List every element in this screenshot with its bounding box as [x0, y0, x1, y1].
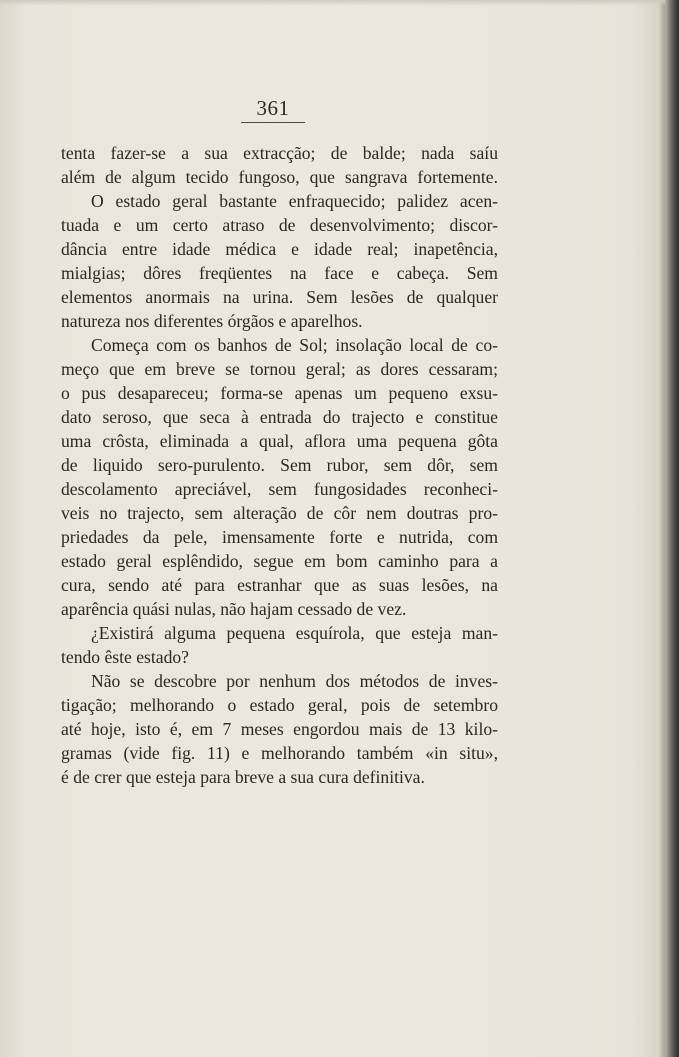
text-line-13: uma crôsta, eliminada a qual, aflora uma pequena gôta — [61, 431, 498, 451]
text-line-23: Não se descobre por nenhum dos métodos de inves- — [91, 671, 498, 691]
text-line-14: de liquido sero-purulento. Sem rubor, sem dôr, sem — [61, 455, 498, 475]
text-line-2: além de algum tecido fungoso, que sangrava fortemente. — [61, 167, 498, 187]
text-line-12: dato seroso, que seca à entrada do trajecto e constitue — [61, 407, 498, 427]
text-line-17: priedades da pele, imensamente forte e nutrida, com — [61, 527, 498, 547]
text-line-11: o pus desapareceu; forma-se apenas um pequeno exsu- — [61, 383, 498, 403]
book-binding-edge — [665, 0, 679, 1057]
page-number-rule — [241, 122, 305, 123]
text-line-1: tenta fazer-se a sua extracção; de balde; nada saíu — [61, 143, 498, 163]
text-line-8: natureza nos diferentes órgãos e aparelhos. — [61, 311, 363, 331]
text-line-5: dância entre idade médica e idade real; inapetência, — [61, 239, 498, 259]
text-line-26: gramas (vide fig. 11) e melhorando também «in situ», — [61, 743, 498, 763]
text-line-18: estado geral esplêndido, segue em bom caminho para a — [61, 551, 498, 571]
text-line-16: veis no trajecto, sem alteração de côr nem doutras pro- — [61, 503, 498, 523]
text-line-9: Começa com os banhos de Sol; insolação local de co- — [91, 335, 498, 355]
text-line-20: aparência quási nulas, não hajam cessado de vez. — [61, 599, 407, 619]
text-line-6: mialgias; dôres freqüentes na face e cabeça. Sem — [61, 263, 498, 283]
text-line-22: tendo êste estado? — [61, 647, 189, 667]
text-line-4: tuada e um certo atraso de desenvolvimento; discor- — [61, 215, 498, 235]
text-line-10: meço que em breve se tornou geral; as dores cessaram; — [61, 359, 498, 379]
text-line-27: é de crer que esteja para breve a sua cura definitiva. — [61, 767, 425, 787]
text-line-7: elementos anormais na urina. Sem lesões de qualquer — [61, 287, 498, 307]
text-line-19: cura, sendo até para estranhar que as suas lesões, na — [61, 575, 498, 595]
text-line-15: descolamento apreciável, sem fungosidades reconheci- — [61, 479, 498, 499]
text-line-25: até hoje, isto é, em 7 meses engordou mais de 13 kilo- — [61, 719, 498, 739]
text-line-21: ¿Existirá alguma pequena esquírola, que esteja man- — [91, 623, 498, 643]
text-line-3: O estado geral bastante enfraquecido; palidez acen- — [91, 191, 498, 211]
page-top-shadow — [0, 0, 679, 6]
text-line-24: tigação; melhorando o estado geral, pois de setembro — [61, 695, 498, 715]
page-number: 361 — [256, 96, 290, 120]
